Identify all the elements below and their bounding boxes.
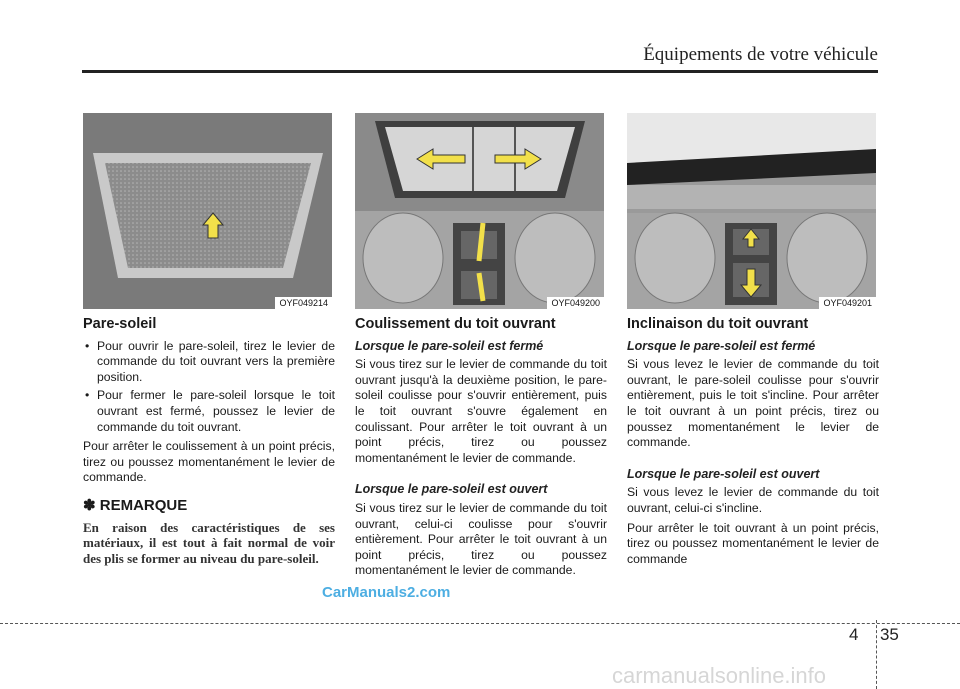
section-heading: Pare-soleil [83, 316, 157, 332]
paragraph: Si vous levez le levier de commande du toit ouvrant, celui-ci s'incline. [627, 485, 879, 515]
note-body: En raison des caractéristiques de ses matériaux, il est tout à fait normal de voir des plis se former au niveau du pare-soleil. [83, 519, 335, 566]
paragraph: Pour arrêter le toit ouvrant à un point précis, tirez ou poussez momentanément le levier de commande [627, 520, 879, 566]
page-index: 35 [879, 625, 899, 644]
subheading: Lorsque le pare-soleil est fermé [627, 338, 816, 353]
section-heading: Inclinaison du toit ouvrant [627, 316, 809, 332]
bullet-list [83, 339, 335, 436]
figure-sliding-roof [355, 113, 604, 309]
paragraph: Si vous levez le levier de commande du toit ouvrant, le pare-soleil coulisse pour s'ouvrir entièrement, puis le toit s'incline. Pour arrêter le toit ouvrant à un point précis, tirez ou poussez momentanément le levier de commande. [627, 357, 879, 450]
paragraph: Si vous tirez sur le levier de commande du toit ouvrant, celui-ci coulisse pour s'ouvrir entièrement. Pour arrêter le toit ouvrant à un point précis, tirez ou poussez momentanément le levier de commande. [355, 500, 607, 578]
spacer [355, 470, 607, 482]
page-header-title: Équipements de votre véhicule [643, 44, 878, 65]
page-number [849, 625, 899, 645]
column-tilt [627, 317, 879, 571]
figure-tilt-roof [627, 113, 876, 309]
subheading: Lorsque le pare-soleil est fermé [355, 338, 544, 353]
sliding-roof-illustration [355, 113, 604, 309]
watermark-link[interactable]: CarManuals2.com [322, 584, 451, 601]
note-title: ✽ REMARQUE [83, 496, 188, 514]
column-sliding [355, 317, 607, 583]
list-item: • Pour fermer le pare-soleil lorsque le toit ouvrant est fermé, poussez le levier de commande du toit ouvrant. [83, 388, 335, 435]
figure-code: OYF049200 [547, 297, 604, 309]
figure-code: OYF049214 [275, 297, 332, 309]
chapter-number: 4 [849, 625, 859, 644]
site-watermark: carmanualsonline.info [612, 663, 827, 688]
sunshade-illustration [83, 113, 332, 309]
spacer [627, 455, 879, 467]
header-rule [82, 70, 878, 73]
paragraph: Pour arrêter le coulissement à un point précis, tirez ou poussez momentanément le levier de commande. [83, 439, 335, 485]
subheading: Lorsque le pare-soleil est ouvert [627, 466, 820, 481]
figure-sunshade [83, 113, 332, 309]
tilt-roof-illustration [627, 113, 876, 309]
figure-code: OYF049201 [819, 297, 876, 309]
paragraph: Si vous tirez sur le levier de commande du toit ouvrant jusqu'à la deuxième position, le pare-soleil coulisse pour s'ouvrir entièrement, puis le toit ouvrant s'ouvre également en coulissant. Pour arrêter le toit ouvrant à un point précis, tirez ou poussez momentanément le levier de commande. [355, 357, 607, 465]
column-sunshade [83, 317, 335, 566]
list-item: • Pour ouvrir le pare-soleil, tirez le levier de commande du toit ouvrant vers la première position. [83, 339, 335, 386]
subheading: Lorsque le pare-soleil est ouvert [355, 482, 548, 497]
section-heading: Coulissement du toit ouvrant [355, 316, 556, 332]
footer-rule [0, 623, 960, 624]
